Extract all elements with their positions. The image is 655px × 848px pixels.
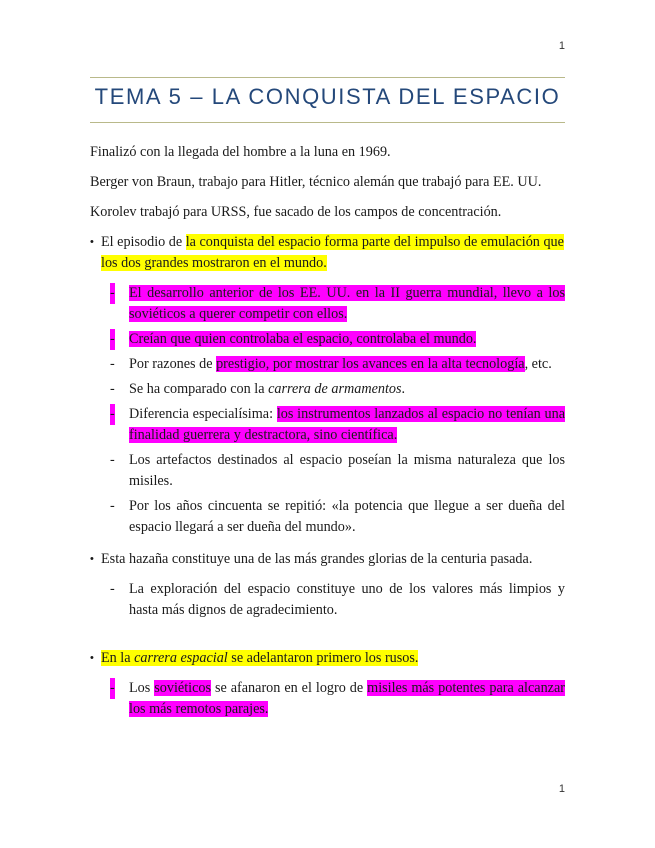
bullet-item-1 [90,232,565,274]
highlight-magenta: los instrumentos lanzados al espacio no tenían una finalidad guerrera y destractora, sino científica. [129,406,565,443]
sub-item-text: se afanaron en el logro de [211,680,368,696]
bullet-mark: • [90,553,94,565]
highlight-magenta: misiles más potentes para alcanzar los más remotos parajes. [129,680,565,717]
sub-item [90,379,565,400]
dash-mark: - [110,404,115,425]
bullet-item-2 [90,549,565,570]
bullet-1-text: El episodio de [101,234,186,250]
bullet-3-text: En la [101,650,135,666]
sub-item-text: Se ha comparado con la [129,381,269,397]
bullet-item-3 [90,648,565,669]
highlight-magenta: quien controlaba el espacio, controlaba el mundo. [194,331,477,347]
sub-item-text: Los [129,680,155,696]
italic-text: carrera de armamentos [268,381,402,397]
sub-item-text: Por los años cincuenta se repitió: «la potencia que llegue a ser dueña del espacio llegará a ser dueña del mundo». [129,498,565,535]
sub-list-2 [90,579,565,621]
title-rule-top [90,77,565,78]
dash-mark: - [110,356,115,372]
sub-item-text: . [401,381,406,397]
spacer [90,632,565,648]
sub-item [90,354,565,375]
paragraph-3: Korolev trabajó para URSS, fue sacado de los campos de concentración. [90,204,502,220]
paragraph-2: Berger von Braun, trabajo para Hitler, técnico alemán que trabajó para EE. UU. [90,174,542,190]
paragraph-1: Finalizó con la llegada del hombre a la luna en 1969. [90,144,391,160]
dash-mark: - [110,452,115,468]
highlight-magenta: El desarrollo anterior de los EE. UU. en la II guerra mundial, llevo a los soviéticos a querer competir con ellos. [129,285,565,322]
bullet-mark: • [90,652,94,664]
italic-text: carrera espacial [134,650,228,666]
sub-item-text: La exploración del espacio constituye uno de los valores más limpios y hasta más dignos de agradecimiento. [129,581,565,618]
page-number-bottom: 1 [558,783,565,795]
sub-item [90,329,565,350]
bullet-3-text: se adelantaron primero los rusos. [227,650,419,666]
page-number-top: 1 [558,40,565,52]
dash-mark: - [110,381,115,397]
sub-list-3 [90,678,565,720]
sub-item-text: Los artefactos destinados al espacio poseían la misma naturaleza que los misiles. [129,452,565,489]
highlight-magenta: soviéticos [154,680,211,696]
dash-mark: - [110,678,115,699]
sub-list-1 [90,283,565,538]
sub-item [90,450,565,492]
dash-mark: - [110,498,115,514]
sub-item [90,678,565,720]
highlight-yellow: la conquista del espacio forma parte del impulso de emulación que los dos grandes mostraron en el mundo. [101,234,564,271]
bullet-mark: • [90,236,94,248]
title-rule-bottom [90,122,565,123]
sub-item-text: Diferencia especialísima: [129,406,277,422]
sub-item-text: Por razones de [129,356,217,372]
bullet-2-text: Esta hazaña constituye una de las más grandes glorias de la centuria pasada. [101,551,533,567]
dash-mark: - [110,581,115,597]
sub-item-text: , etc. [524,356,552,372]
document-body [90,142,565,731]
dash-mark: - [110,329,115,350]
sub-item [90,283,565,325]
page-title: TEMA 5 – LA CONQUISTA DEL ESPACIO [94,84,561,109]
sub-item [90,496,565,538]
dash-mark: - [110,283,115,304]
sub-item [90,579,565,621]
sub-item [90,404,565,446]
sub-item-text: Creían que [129,331,195,347]
highlight-magenta: prestigio, por mostrar los avances en la alta tecnología [216,356,525,372]
